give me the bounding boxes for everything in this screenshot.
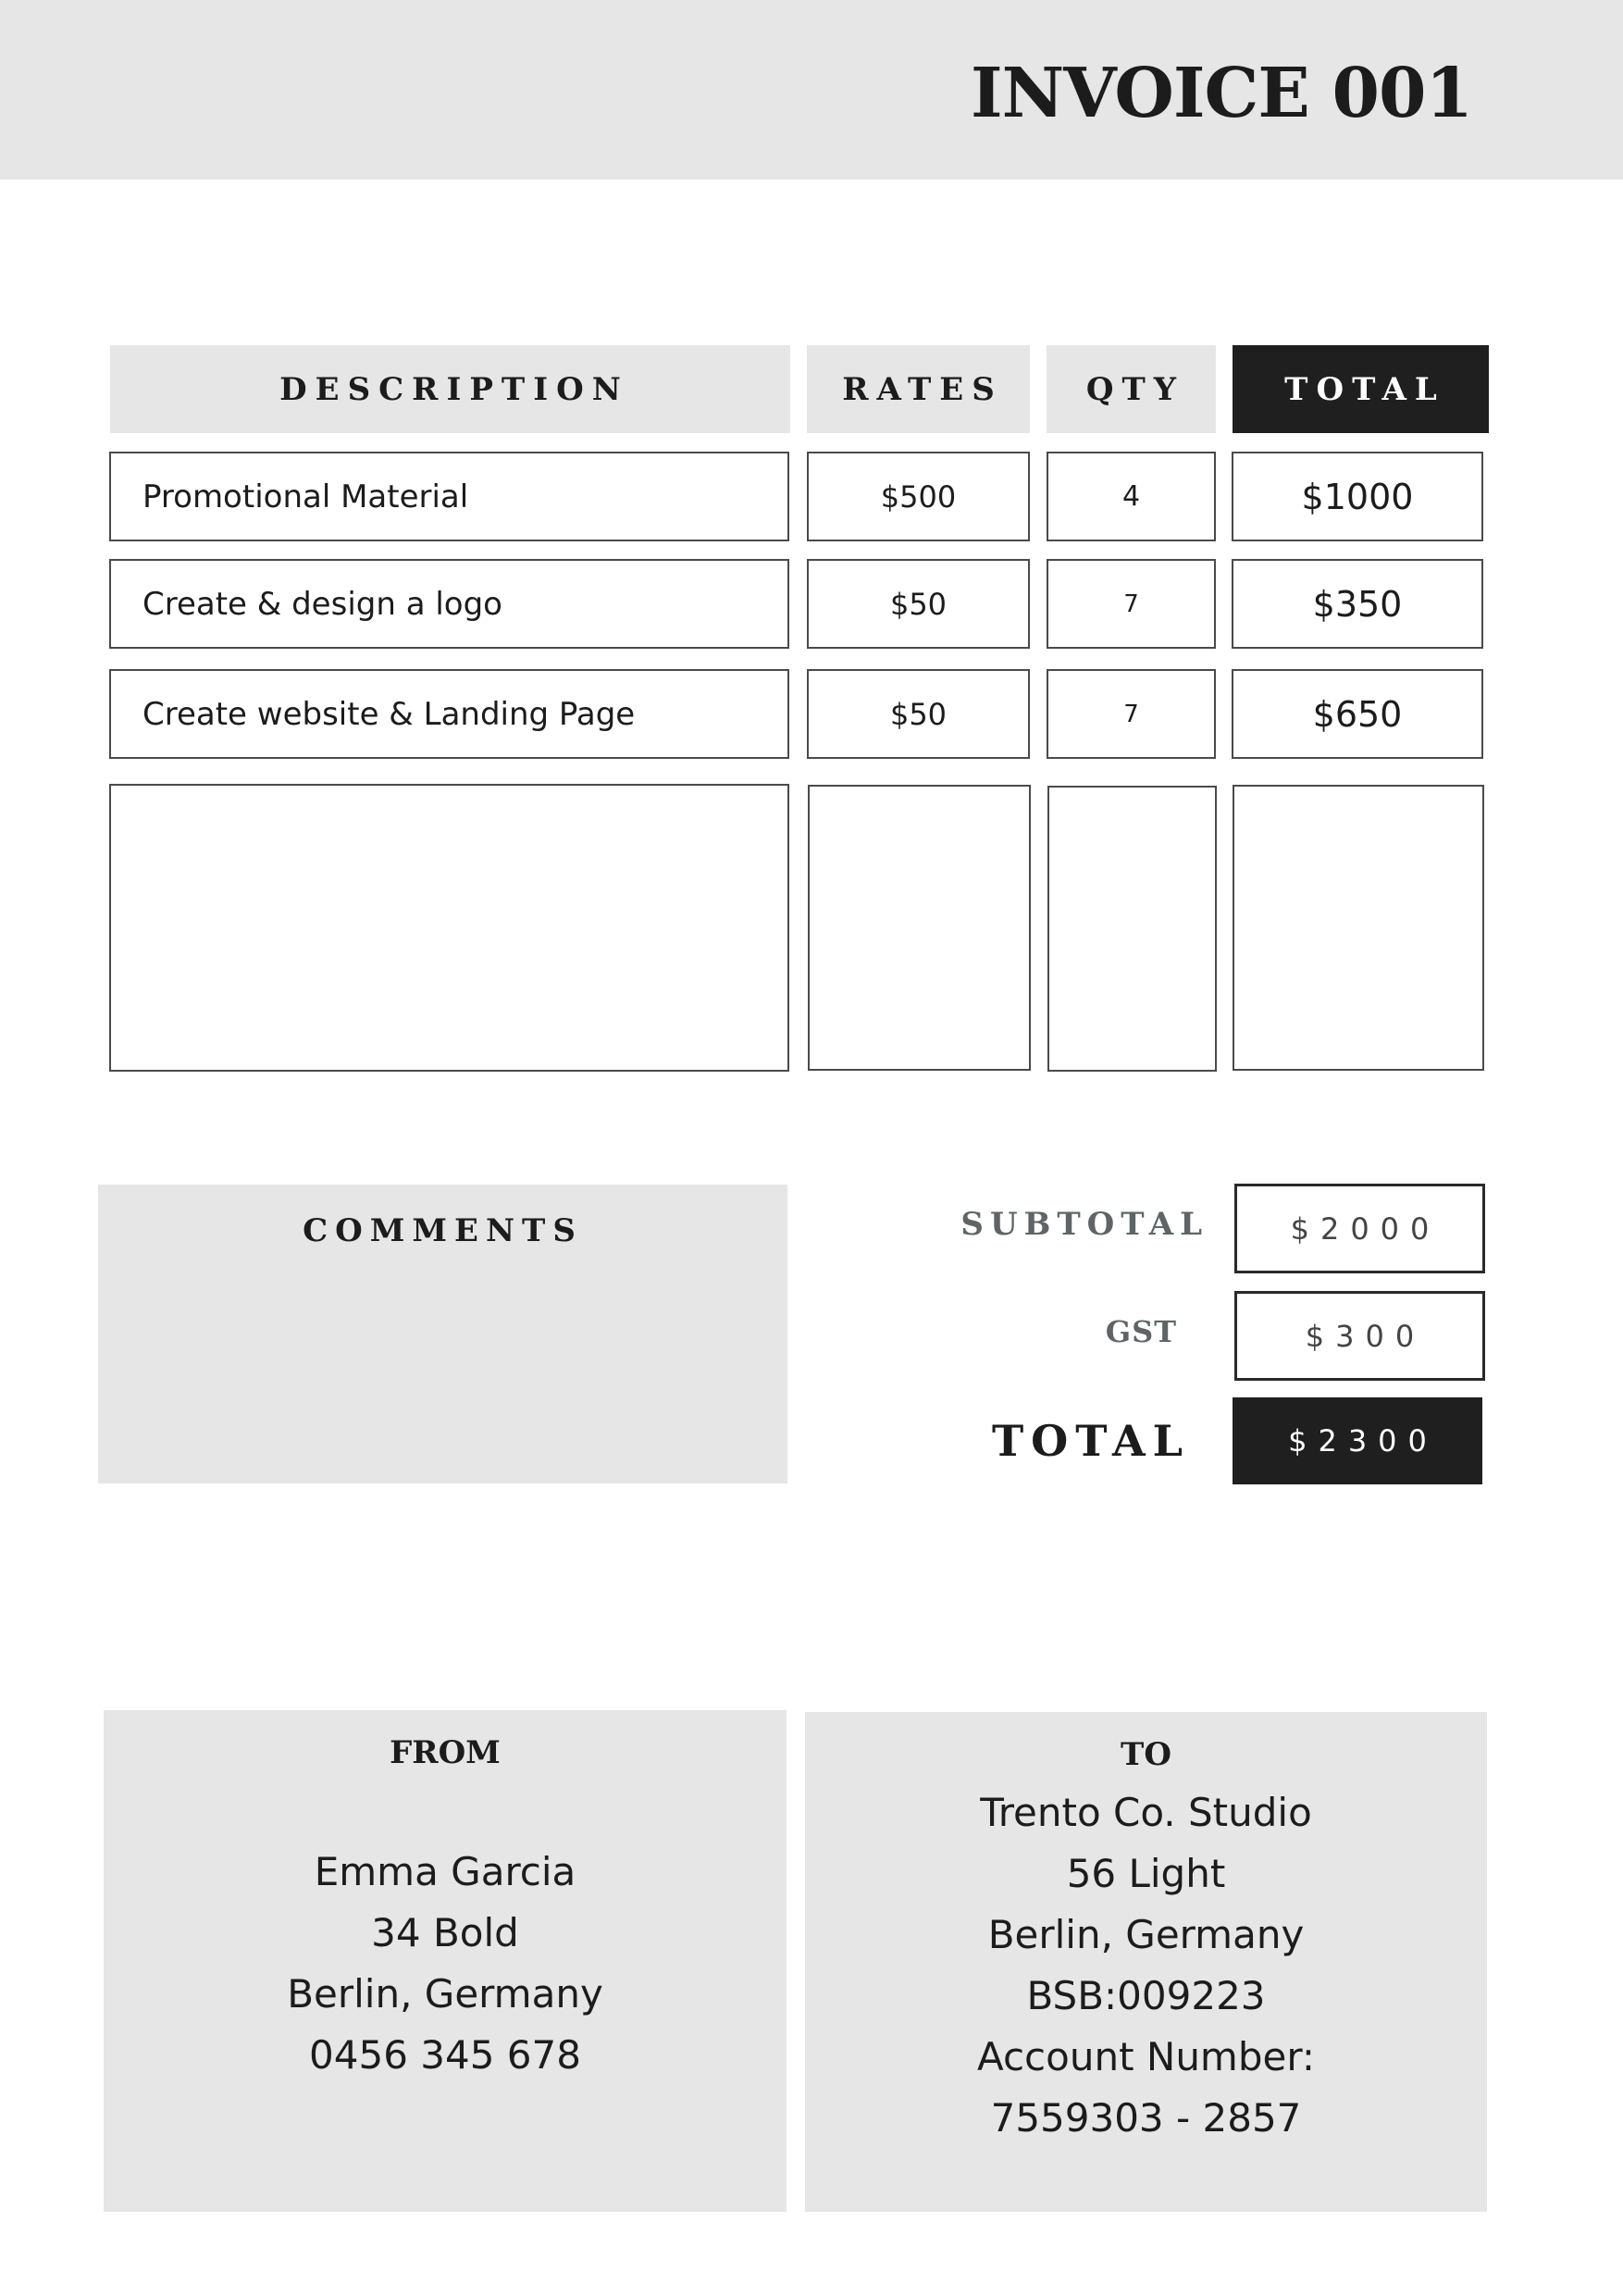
to-panel (805, 1712, 1487, 2212)
from-street: 34 Bold (371, 1910, 519, 1955)
empty-rate-cell (808, 785, 1031, 1071)
row-1-rate: $500 (807, 452, 1030, 541)
gst-value: $300 (1234, 1291, 1485, 1381)
to-city: Berlin, Germany (987, 1912, 1305, 1957)
from-panel (104, 1710, 787, 2212)
to-bsb: BSB:009223 (1026, 1973, 1266, 2018)
to-company: Trento Co. Studio (980, 1790, 1312, 1835)
comments-box (98, 1185, 787, 1483)
to-account-number: 7559303 - 2857 (990, 2095, 1302, 2141)
empty-total-cell (1233, 785, 1484, 1071)
subtotal-label: SUBTOTAL (960, 1206, 1208, 1243)
row-2-description: Create & design a logo (109, 559, 789, 649)
header-description: DESCRIPTION (110, 345, 790, 433)
total-value: $2300 (1233, 1397, 1482, 1484)
row-3-description: Create website & Landing Page (109, 669, 789, 759)
from-address (104, 1842, 787, 2086)
row-1-description: Promotional Material (109, 452, 789, 541)
row-2-rate: $50 (807, 559, 1030, 649)
to-account-label: Account Number: (976, 2034, 1316, 2079)
row-3-rate: $50 (807, 669, 1030, 759)
invoice-title: INVOICE 001 (971, 54, 1472, 133)
from-label: FROM (390, 1734, 501, 1771)
from-name: Emma Garcia (314, 1849, 576, 1894)
empty-qty-cell (1047, 786, 1217, 1072)
row-3-qty: 7 (1047, 669, 1216, 759)
empty-description-cell (109, 784, 789, 1072)
row-1-qty: 4 (1047, 452, 1216, 541)
header-total: TOTAL (1233, 345, 1489, 433)
gst-label: GST (1105, 1314, 1177, 1349)
to-label: TO (1121, 1736, 1171, 1773)
row-2-total: $350 (1232, 559, 1483, 649)
to-address (805, 1782, 1487, 2149)
row-3-total: $650 (1232, 669, 1483, 759)
row-2-qty: 7 (1047, 559, 1216, 649)
total-label: TOTAL (991, 1416, 1190, 1466)
header-rates: RATES (807, 345, 1030, 433)
to-street: 56 Light (1066, 1851, 1226, 1896)
from-phone: 0456 345 678 (309, 2032, 581, 2078)
subtotal-value: $2000 (1234, 1184, 1485, 1273)
row-1-total: $1000 (1232, 452, 1483, 541)
from-city: Berlin, Germany (287, 1971, 603, 2017)
comments-label: COMMENTS (303, 1212, 583, 1249)
header-qty: QTY (1047, 345, 1216, 433)
